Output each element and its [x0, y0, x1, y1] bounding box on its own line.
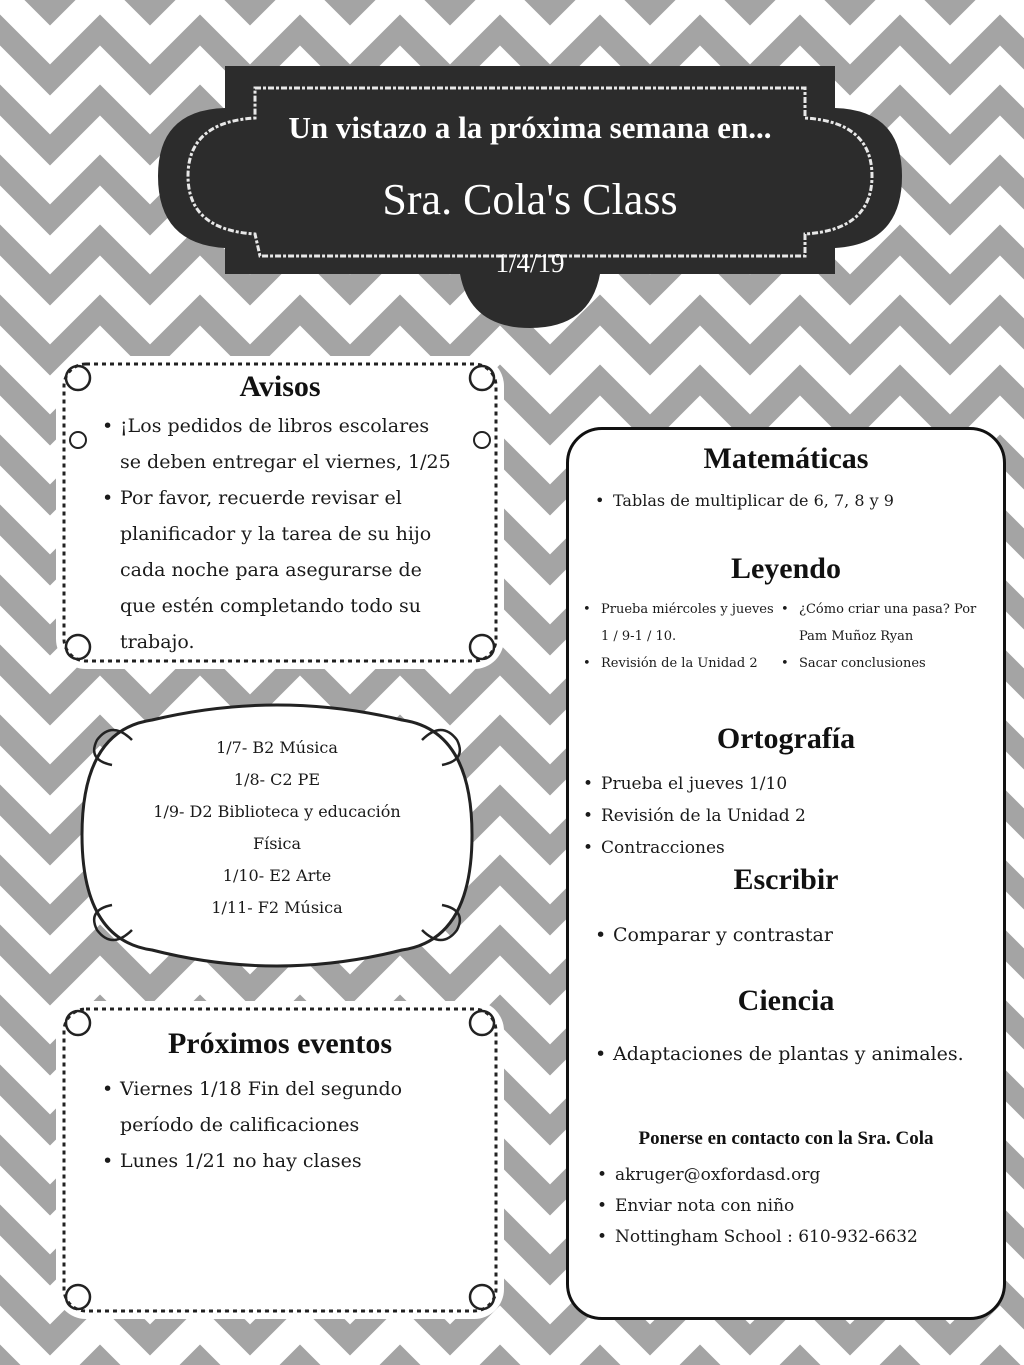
schedule-line: 1/7- B2 Música	[216, 738, 338, 757]
header-date: 1/4/19	[495, 248, 565, 278]
spelling-item: • Prueba el jueves 1/10	[583, 768, 973, 800]
schedule-line: Física	[252, 834, 302, 853]
avisos-item: • ¡Los pedidos de libros escolares se deben entregar el viernes, 1/25	[102, 408, 452, 480]
events-panel	[50, 995, 510, 1325]
reading-item: • Revisión de la Unidad 2	[583, 650, 775, 677]
avisos-heading: Avisos	[239, 370, 321, 403]
spelling-item: • Contracciones	[583, 832, 973, 864]
contact-phone[interactable]: • Nottingham School : 610-932-6632	[597, 1222, 987, 1253]
reading-list-left	[583, 596, 775, 677]
reading-heading: Leyendo	[730, 552, 841, 585]
avisos-panel	[50, 350, 510, 675]
schedule-line: 1/10- E2 Arte	[222, 866, 332, 885]
subjects-panel	[566, 427, 1006, 1320]
reading-list-right	[781, 596, 991, 677]
math-item: • Tablas de multiplicar de 6, 7, 8 y 9	[595, 488, 985, 514]
reading-item: • Sacar conclusiones	[781, 650, 991, 677]
class-title: Sra. Cola's Class	[382, 175, 678, 224]
science-list	[595, 1039, 985, 1069]
events-item: • Viernes 1/18 Fin del segundo período de calificaciones	[102, 1071, 462, 1143]
science-item: • Adaptaciones de plantas y animales.	[595, 1039, 985, 1069]
events-item: • Lunes 1/21 no hay clases	[102, 1143, 462, 1179]
reading-item: • ¿Cómo criar una pasa? Por Pam Muñoz Ryan	[781, 596, 991, 650]
schedule-line: 1/11- F2 Música	[211, 898, 343, 917]
events-heading: Próximos eventos	[167, 1027, 393, 1060]
writing-heading: Escribir	[733, 863, 839, 896]
contact-list	[597, 1160, 987, 1253]
reading-item: • Prueba miércoles y jueves 1 / 9-1 / 10.	[583, 596, 775, 650]
schedule-line: 1/9- D2 Biblioteca y educación	[153, 802, 401, 821]
schedule-lines	[72, 732, 482, 924]
specials-schedule	[72, 700, 482, 970]
chalkboard-header	[150, 58, 910, 330]
math-list	[595, 488, 985, 514]
contact-email[interactable]: • akruger@oxfordasd.org	[597, 1160, 987, 1191]
schedule-line: 1/8- C2 PE	[233, 770, 321, 789]
spelling-heading: Ortografía	[716, 722, 856, 755]
writing-list	[595, 920, 985, 950]
math-heading: Matemáticas	[703, 442, 869, 475]
contact-note: • Enviar nota con niño	[597, 1191, 987, 1222]
spelling-list	[583, 768, 973, 864]
contact-heading: Ponerse en contacto con la Sra. Cola	[638, 1128, 934, 1149]
avisos-list	[102, 408, 452, 660]
avisos-item: • Por favor, recuerde revisar el planificador y la tarea de su hijo cada noche para asegurarse de que estén completando todo su trabajo.	[102, 480, 452, 660]
events-list	[102, 1071, 462, 1179]
spelling-item: • Revisión de la Unidad 2	[583, 800, 973, 832]
header-subtitle: Un vistazo a la próxima semana en...	[288, 110, 772, 145]
science-heading: Ciencia	[737, 984, 835, 1017]
writing-item: • Comparar y contrastar	[595, 920, 985, 950]
